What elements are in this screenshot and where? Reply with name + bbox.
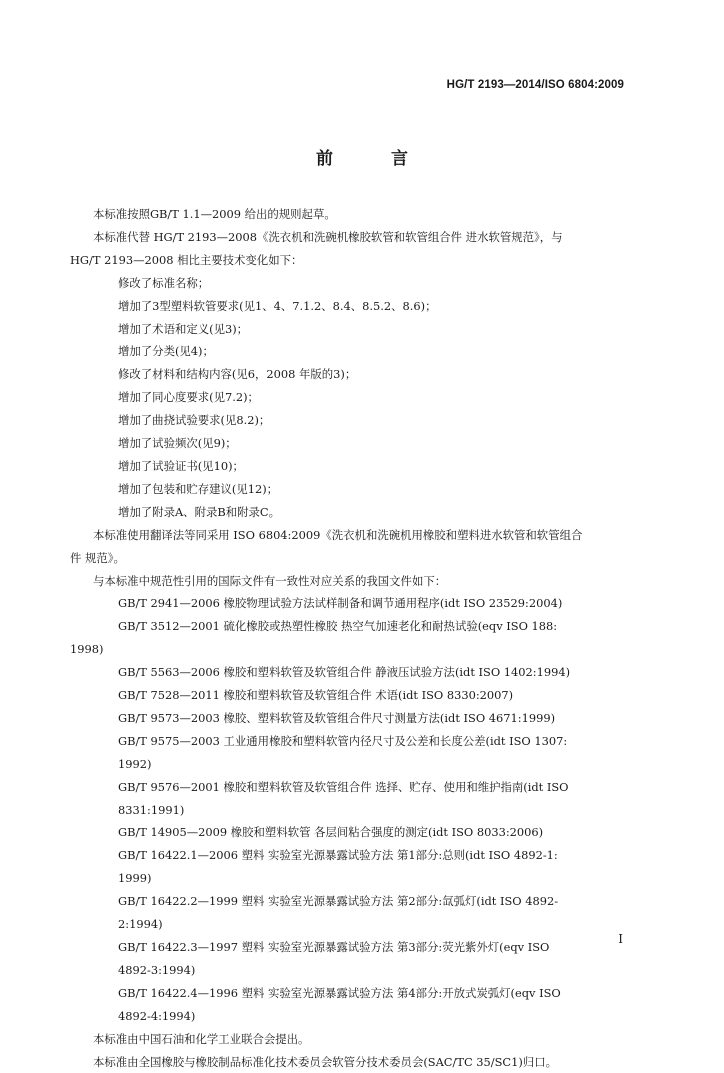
paragraph-replaces-line1: 本标准代替 HG/T 2193—2008《洗衣机和洗碗机橡胶软管和软管组合件 进水软管规范》，与 xyxy=(93,229,563,244)
reference-item-continuation: 2:1994) xyxy=(118,917,163,932)
change-item: 增加了包装和贮存建议(见12)； xyxy=(118,481,279,496)
page-number: I xyxy=(618,932,623,946)
paragraph-adoption-line2: 件 规范》。 xyxy=(70,550,125,565)
paragraph-proposed-by: 本标准由中国石油和化学工业联合会提出。 xyxy=(93,1031,310,1046)
reference-item-continuation: 1992) xyxy=(118,756,152,771)
change-item: 增加了试验证书(见10)； xyxy=(118,458,244,473)
paragraph-correspondence: 与本标准中规范性引用的国际文件有一致性对应关系的我国文件如下： xyxy=(93,573,447,588)
change-item: 增加了附录A、附录B和附录C。 xyxy=(118,504,281,519)
paragraph-replaces-line2: HG/T 2193—2008 相比主要技术变化如下： xyxy=(70,252,303,267)
reference-item: GB/T 16422.2—1999 塑料 实验室光源暴露试验方法 第2部分:氙弧灯(idt ISO 4892- xyxy=(118,894,559,909)
reference-item: GB/T 9575—2003 工业通用橡胶和塑料软管内径尺寸及公差和长度公差(idt ISO 1307: xyxy=(118,733,568,748)
reference-item: GB/T 16422.4—1996 塑料 实验室光源暴露试验方法 第4部分:开放式炭弧灯(eqv ISO xyxy=(118,985,561,1000)
paragraph-administered-by: 本标准由全国橡胶与橡胶制品标准化技术委员会软管分技术委员会(SAC/TC 35/SC1)归口。 xyxy=(93,1054,558,1069)
reference-item: GB/T 16422.1—2006 塑料 实验室光源暴露试验方法 第1部分:总则(idt ISO 4892-1: xyxy=(118,848,558,863)
change-item: 增加了曲挠试验要求(见8.2)； xyxy=(118,413,271,428)
reference-item-continuation: 1999) xyxy=(118,871,152,886)
reference-item: GB/T 3512—2001 硫化橡胶或热塑性橡胶 热空气加速老化和耐热试验(eqv ISO 188: xyxy=(118,619,558,634)
reference-item-continuation: 8331:1991) xyxy=(118,802,185,817)
reference-item: GB/T 2941—2006 橡胶物理试验方法试样制备和调节通用程序(idt ISO 23529:2004) xyxy=(118,596,563,611)
reference-item: GB/T 9576—2001 橡胶和塑料软管及软管组合件 选择、贮存、使用和维护指南(idt ISO xyxy=(118,779,569,794)
reference-item: GB/T 5563—2006 橡胶和塑料软管及软管组合件 静液压试验方法(idt ISO 1402:1994) xyxy=(118,665,571,680)
paragraph-adoption-line1: 本标准使用翻译法等同采用 ISO 6804:2009《洗衣机和洗碗机用橡胶和塑料进水软管和软管组合 xyxy=(93,527,583,542)
reference-item: GB/T 9573—2003 橡胶、塑料软管及软管组合件尺寸测量方法(idt ISO 4671:1999) xyxy=(118,710,556,725)
change-item: 增加了同心度要求(见7.2)； xyxy=(118,390,259,405)
reference-item-continuation: 4892-4:1994) xyxy=(118,1008,196,1023)
preface-body xyxy=(70,203,632,1073)
reference-item: GB/T 7528—2011 橡胶和塑料软管及软管组合件 术语(idt ISO 8330:2007) xyxy=(118,688,514,703)
change-item: 增加了分类(见4)； xyxy=(118,344,214,359)
reference-item: GB/T 14905—2009 橡胶和塑料软管 各层间粘合强度的测定(idt ISO 8033:2006) xyxy=(118,825,544,840)
change-item: 修改了材料和结构内容(见6，2008 年版的3)； xyxy=(118,367,357,382)
change-item: 增加了3型塑料软管要求(见1、4、7.1.2、8.4、8.5.2、8.6)； xyxy=(118,298,437,313)
change-item: 增加了试验频次(见9)； xyxy=(118,436,237,451)
change-item: 增加了术语和定义(见3)； xyxy=(118,321,249,336)
paragraph-drafting-rules: 本标准按照GB/T 1.1—2009 给出的规则起草。 xyxy=(93,207,336,221)
reference-item-continuation: 1998) xyxy=(70,642,104,657)
reference-item-continuation: 4892-3:1994) xyxy=(118,962,196,977)
reference-item: GB/T 16422.3—1997 塑料 实验室光源暴露试验方法 第3部分:荧光紫外灯(eqv ISO xyxy=(118,940,550,954)
change-item: 修改了标准名称； xyxy=(118,275,210,290)
standard-number-header: HG/T 2193—2014/ISO 6804:2009 xyxy=(446,79,624,91)
page-title: 前 言 xyxy=(316,149,434,169)
